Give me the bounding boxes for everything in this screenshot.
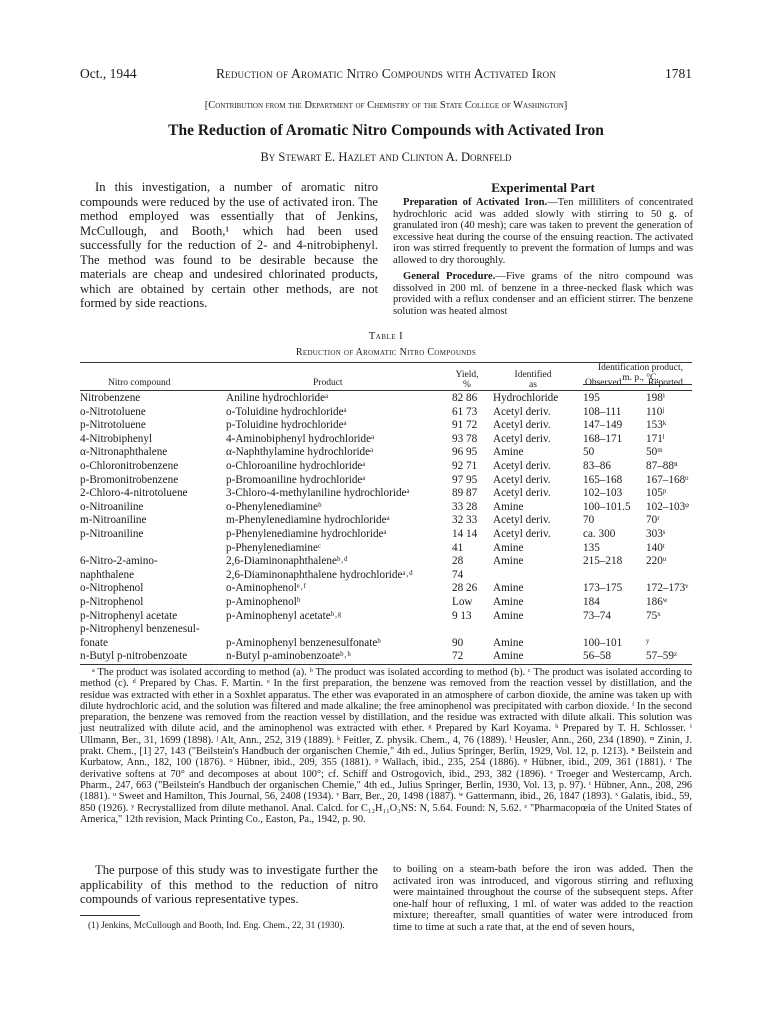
article-title: The Reduction of Aromatic Nitro Compounds with Activated Iron	[168, 122, 604, 139]
observed-cell: 195	[583, 392, 600, 404]
yield-cell: Low	[452, 596, 473, 608]
product-cell: p-Aminophenyl acetateᵇ˒ᵍ	[226, 609, 342, 622]
product-cell: n-Butyl p-aminobenzoateᵇ˒ʰ	[226, 650, 351, 663]
identified-cell: Acetyl deriv.	[493, 528, 551, 540]
observed-cell: 100–101	[583, 636, 623, 649]
nitro-cell: 6-Nitro-2-amino-	[80, 555, 158, 568]
header-idprod-line2: m. p., °C.	[622, 373, 659, 383]
reported-cell: 57–59ᶻ	[646, 650, 678, 663]
yield-cell: 93 78	[452, 432, 478, 445]
prep-paragraph	[393, 197, 693, 267]
yield-cell: 90	[452, 636, 464, 649]
contribution-line: [Contribution from the Department of Chemistry of the State College of Washington]	[204, 100, 568, 111]
nitro-cell: α-Nitronaphthalene	[80, 446, 168, 459]
reported-cell: 172–173ᵛ	[646, 582, 689, 595]
identified-cell: Acetyl deriv.	[493, 460, 551, 472]
reported-cell: 105ᵖ	[646, 487, 667, 500]
nitro-cell: p-Nitroaniline	[80, 528, 144, 540]
header-reported: Reported	[648, 378, 683, 388]
general-procedure-paragraph	[393, 271, 693, 317]
yield-cell: 28 26	[452, 582, 478, 595]
yield-cell: 82 86	[452, 392, 478, 404]
purpose-paragraph: The purpose of this study was to investigate further the applicability of this method to the reduction of nitro compounds of various representative types.	[80, 863, 378, 906]
product-cell: p-Toluidine hydrochlorideᵃ	[226, 419, 347, 432]
header-yield-line1: Yield,	[455, 370, 479, 380]
header-nitro: Nitro compound	[108, 378, 171, 388]
product-cell: 4-Aminobiphenyl hydrochlorideᵃ	[226, 432, 375, 445]
intro-paragraph: In this investigation, a number of aromatic nitro compounds were reduced by the use of activated iron. The method employed was essentially that of Jenkins, McCullough, and Booth,¹ which had been used successfully for the reduction of 2- and 4-nitrobiphenyl. The method was found to be desirable because the materials are cheap and undesired chlorinated products, which are obtained by certain other methods, are not formed by side reactions.	[80, 180, 378, 310]
reported-cell: ʸ	[646, 636, 650, 649]
reported-cell: 167–168ᵒ	[646, 473, 689, 486]
reported-cell: 70ʳ	[646, 514, 660, 527]
identified-cell: Amine	[493, 541, 524, 554]
identified-cell: Amine	[493, 500, 524, 513]
nitro-cell: 4-Nitrobiphenyl	[80, 432, 153, 445]
yield-cell: 91 72	[452, 419, 478, 432]
observed-cell: 215–218	[583, 555, 623, 568]
table-row	[0, 637, 768, 650]
nitro-cell: o-Nitroaniline	[80, 500, 144, 513]
identified-cell: Acetyl deriv.	[493, 419, 551, 432]
identified-cell: Acetyl deriv.	[493, 514, 551, 527]
yield-cell: 72	[452, 650, 464, 663]
nitro-cell: p-Nitrotoluene	[80, 419, 146, 432]
nitro-cell: Nitrobenzene	[80, 392, 141, 404]
table-row	[0, 596, 768, 609]
identified-cell: Amine	[493, 446, 524, 459]
reported-cell: 153ᵏ	[646, 419, 667, 432]
table-row	[0, 623, 768, 636]
table-row	[0, 460, 768, 473]
observed-cell: 168–171	[583, 432, 623, 445]
observed-cell: 147–149	[583, 419, 623, 432]
yield-cell: 14 14	[452, 528, 478, 540]
identified-cell: Amine	[493, 636, 524, 649]
table-row	[0, 514, 768, 527]
observed-cell: 173–175	[583, 582, 623, 595]
reported-cell: 140ᵗ	[646, 541, 665, 554]
observed-cell: 83–86	[583, 460, 611, 472]
table-row	[0, 487, 768, 500]
reported-cell: 303ˢ	[646, 528, 666, 540]
running-title: Reduction of Aromatic Nitro Compounds with Activated Iron	[215, 66, 557, 81]
yield-cell: 33 28	[452, 500, 478, 513]
yield-cell: 92 71	[452, 460, 478, 472]
observed-cell: 184	[583, 596, 600, 608]
product-cell: p-Bromoaniline hydrochlorideᵃ	[226, 473, 366, 486]
table-row	[0, 474, 768, 487]
nitro-cell: 2-Chloro-4-nitrotoluene	[80, 487, 188, 500]
identified-cell: Amine	[493, 596, 524, 608]
reported-cell: 87–88ⁿ	[646, 460, 678, 472]
reported-cell: 75ˣ	[646, 609, 661, 622]
observed-cell: 108–111	[583, 405, 622, 418]
gen-text: —Five grams of the nitro compound was dissolved in 200 ml. of benzene in a three-necked flask which was provided with a reflux condenser and an efficient stirrer. The benzene solution was heated almost	[393, 271, 693, 317]
table-row	[0, 406, 768, 419]
header-ident-line2: as	[529, 380, 537, 390]
yield-cell: 41	[452, 541, 464, 554]
procedure-continued: to boiling on a steam-bath before the iron was added. Then the activated iron was introduced, and vigorous stirring and refluxing were maintained throughout the course of the subsequent steps. After one-half hour of refluxing, 1 ml. of water was added to the reaction mixture; thereafter, small quantities of water were introduced from time to time at such a rate that, at the end of seven hours,	[393, 864, 693, 933]
gen-runin: General Procedure.	[403, 271, 496, 282]
product-cell: α-Naphthylamine hydrochlorideᵃ	[226, 446, 374, 459]
identified-cell: Hydrochloride	[493, 392, 559, 404]
table-notes: ᵃ The product was isolated according to method (a). ᵇ The product was isolated according to method (b). ᶜ The product was isolated according to method (c). ᵈ Prepared by Chas. F. Martin. ᵉ In the first preparation, the benzene was removed from the reaction vessel by distillation, and the residue was extracted with ether in a Soxhlet apparatus. The ether was evaporated in an atmosphere of carbon dioxide, the amine was taken up with dilute hydrochloric acid, and the solution was filtered and made alkaline; the free aminophenol was precipitated with carbon dioxide. ᶠ In the second preparation, the benzene was removed from the reaction vessel by distillation, and the residue was extracted with dilute alkali. This solution was just neutralized with dilute acid, and the aminophenol was extracted with ether. ᵍ Prepared by Karl Koyama. ʰ Prepared by T. H. Schlosser. ⁱ Ullmann, Ber., 31, 1699 (1898). ʲ Alt, Ann., 252, 319 (1889). ᵏ Feitler, Z. physik. Chem., 4, 76 (1889). ˡ Heusler, Ann., 260, 234 (1890). ᵐ Zinin, J. prakt. Chem., [1] 27, 143 ("Beilstein's Handbuch der organischen Chemie," 4th ed., Julius Springer, Berlin, 1929, Vol. 12, p. 1213). ⁿ Beilstein and Kurbatow, Ann., 182, 100 (1876). ᵒ Hübner, ibid., 209, 355 (1881). ᵖ Wallach, ibid., 235, 254 (1886). ᵠ Hübner, ibid., 209, 361 (1881). ʳ The derivative softens at 70° and decomposes at about 100°; cf. Schiff and Ostrogovich, ibid., 293, 382 (1896). ˢ Troeger and Westercamp, Arch. Pharm., 247, 663 ("Beilstein's Handbuch der organischen Chemie," 4th ed., Julius Springer, Berlin, 1930, Vol. 13, p. 97). ᵗ Hübner, Ann., 208, 296 (1881). ᵘ Sweet and Hamilton, This Journal, 56, 2408 (1934). ᵛ Barr, Ber., 20, 1498 (1887). ʷ Gattermann, ibid., 26, 1847 (1893). ˣ Galatis, ibid., 59, 850 (1926). ʸ Recrystallized from dilute methanol. Anal. Calcd. for C₁₂H₁₁O₃NS: N, 5.64. Found: N, 5.62. ᶻ "Pharmacopœia of the United States of America," 12th revision, Mack Printing Co., Easton, Pa., 1942, p. 90.	[80, 667, 692, 825]
table-label: Table I	[368, 331, 404, 342]
product-cell: p-Aminophenyl benzenesulfonateᵇ	[226, 636, 381, 649]
product-cell: m-Phenylenediamine hydrochlorideᵃ	[226, 514, 390, 527]
experimental-heading: Experimental Part	[491, 180, 595, 195]
observed-cell: 73–74	[583, 609, 611, 622]
table-row	[0, 433, 768, 446]
reported-cell: 198ⁱ	[646, 392, 666, 404]
table-header-rule	[80, 390, 692, 391]
reported-cell: 171ˡ	[646, 432, 665, 445]
product-cell: p-Phenylenediamine hydrochlorideᵃ	[226, 528, 387, 540]
table-title: Reduction of Aromatic Nitro Compounds	[295, 347, 477, 358]
identified-cell: Amine	[493, 582, 524, 595]
nitro-cell: p-Nitrophenol	[80, 596, 144, 608]
product-cell: p-Phenylenediamineᶜ	[226, 541, 321, 554]
table-row	[0, 542, 768, 555]
yield-cell: 9 13	[452, 609, 472, 622]
page-number: 1781	[665, 66, 692, 81]
yield-cell: 97 95	[452, 473, 478, 486]
observed-cell: ca. 300	[583, 528, 616, 540]
table-row	[0, 569, 768, 582]
table-row	[0, 419, 768, 432]
footnote: (1) Jenkins, McCullough and Booth, Ind. Eng. Chem., 22, 31 (1930).	[88, 921, 345, 931]
table-row	[0, 650, 768, 663]
product-cell: 3-Chloro-4-methylaniline hydrochlorideᵃ	[226, 487, 410, 500]
identified-cell: Acetyl deriv.	[493, 487, 551, 500]
identified-cell: Acetyl deriv.	[493, 405, 551, 418]
identified-cell: Amine	[493, 650, 524, 663]
nitro-cell: o-Chloronitrobenzene	[80, 460, 179, 472]
observed-cell: 100–101.5	[583, 500, 631, 513]
identified-cell: Amine	[493, 609, 524, 622]
running-head	[80, 66, 692, 84]
reported-cell: 110ʲ	[646, 405, 665, 418]
nitro-cell: o-Nitrotoluene	[80, 405, 146, 418]
observed-cell: 70	[583, 514, 595, 527]
identified-cell: Amine	[493, 555, 524, 568]
nitro-cell: p-Nitrophenyl benzenesul-	[80, 623, 200, 636]
nitro-cell: o-Nitrophenol	[80, 582, 144, 595]
yield-cell: 32 33	[452, 514, 478, 527]
product-cell: o-Aminophenolᵉ˒ᶠ	[226, 582, 306, 595]
nitro-cell: p-Nitrophenyl acetate	[80, 609, 178, 622]
nitro-cell: p-Bromonitrobenzene	[80, 473, 179, 486]
footnote-rule	[80, 915, 140, 916]
header-idprod-line1: Identification product,	[598, 363, 683, 373]
table-bottom-rule	[80, 664, 692, 665]
yield-cell: 28	[452, 555, 464, 568]
identified-cell: Acetyl deriv.	[493, 473, 551, 486]
product-cell: o-Toluidine hydrochlorideᵃ	[226, 405, 347, 418]
table-row	[0, 501, 768, 514]
table-row	[0, 528, 768, 541]
reported-cell: 220ᵘ	[646, 555, 667, 568]
header-observed: Observed	[585, 378, 622, 388]
table-row	[0, 392, 768, 405]
prep-text: —Ten milliliters of concentrated hydrochloric acid was added slowly with stirring to 50 g. of granulated iron (40 mesh); care was taken to prevent the generation of excessive heat during the course of the ensuing reaction. The activated iron was stirred frequently to prevent the formation of lumps and was allowed to dry thoroughly.	[393, 197, 693, 266]
observed-cell: 135	[583, 541, 600, 554]
yield-cell: 74	[452, 568, 464, 581]
observed-cell: 56–58	[583, 650, 611, 663]
observed-cell: 165–168	[583, 473, 623, 486]
observed-cell: 50	[583, 446, 595, 459]
nitro-cell: n-Butyl p-nitrobenzoate	[80, 650, 188, 663]
header-yield	[447, 370, 487, 390]
product-cell: o-Phenylenediamineᵇ	[226, 500, 322, 513]
reported-cell: 50ᵐ	[646, 446, 663, 459]
product-cell: 2,6-Diaminonaphthaleneᵇ˒ᵈ	[226, 555, 348, 568]
table-row	[0, 610, 768, 623]
nitro-cell: m-Nitroaniline	[80, 514, 147, 527]
header-identified	[498, 370, 568, 390]
reported-cell: 102–103ᵠ	[646, 500, 689, 513]
table-row	[0, 446, 768, 459]
issue-date: Oct., 1944	[80, 66, 137, 81]
identified-cell: Acetyl deriv.	[493, 432, 551, 445]
header-yield-line2: %	[463, 380, 471, 390]
nitro-cell: fonate	[80, 636, 108, 649]
header-product: Product	[313, 378, 343, 388]
table-row	[0, 555, 768, 568]
nitro-cell: naphthalene	[80, 568, 135, 581]
yield-cell: 61 73	[452, 405, 478, 418]
header-ident-line1: Identified	[514, 370, 552, 380]
product-cell: p-Aminophenolᵇ	[226, 596, 301, 608]
yield-cell: 89 87	[452, 487, 478, 500]
product-cell: 2,6-Diaminonaphthalene hydrochlorideᵃ˒ᵈ	[226, 568, 413, 581]
product-cell: Aniline hydrochlorideᵃ	[226, 392, 329, 404]
prep-runin: Preparation of Activated Iron.	[403, 197, 548, 208]
table-row	[0, 582, 768, 595]
reported-cell: 186ʷ	[646, 596, 668, 608]
yield-cell: 96 95	[452, 446, 478, 459]
observed-cell: 102–103	[583, 487, 623, 500]
product-cell: o-Chloroaniline hydrochlorideᵃ	[226, 460, 366, 472]
authors: By Stewart E. Hazlet and Clinton A. Dornfeld	[260, 150, 512, 164]
